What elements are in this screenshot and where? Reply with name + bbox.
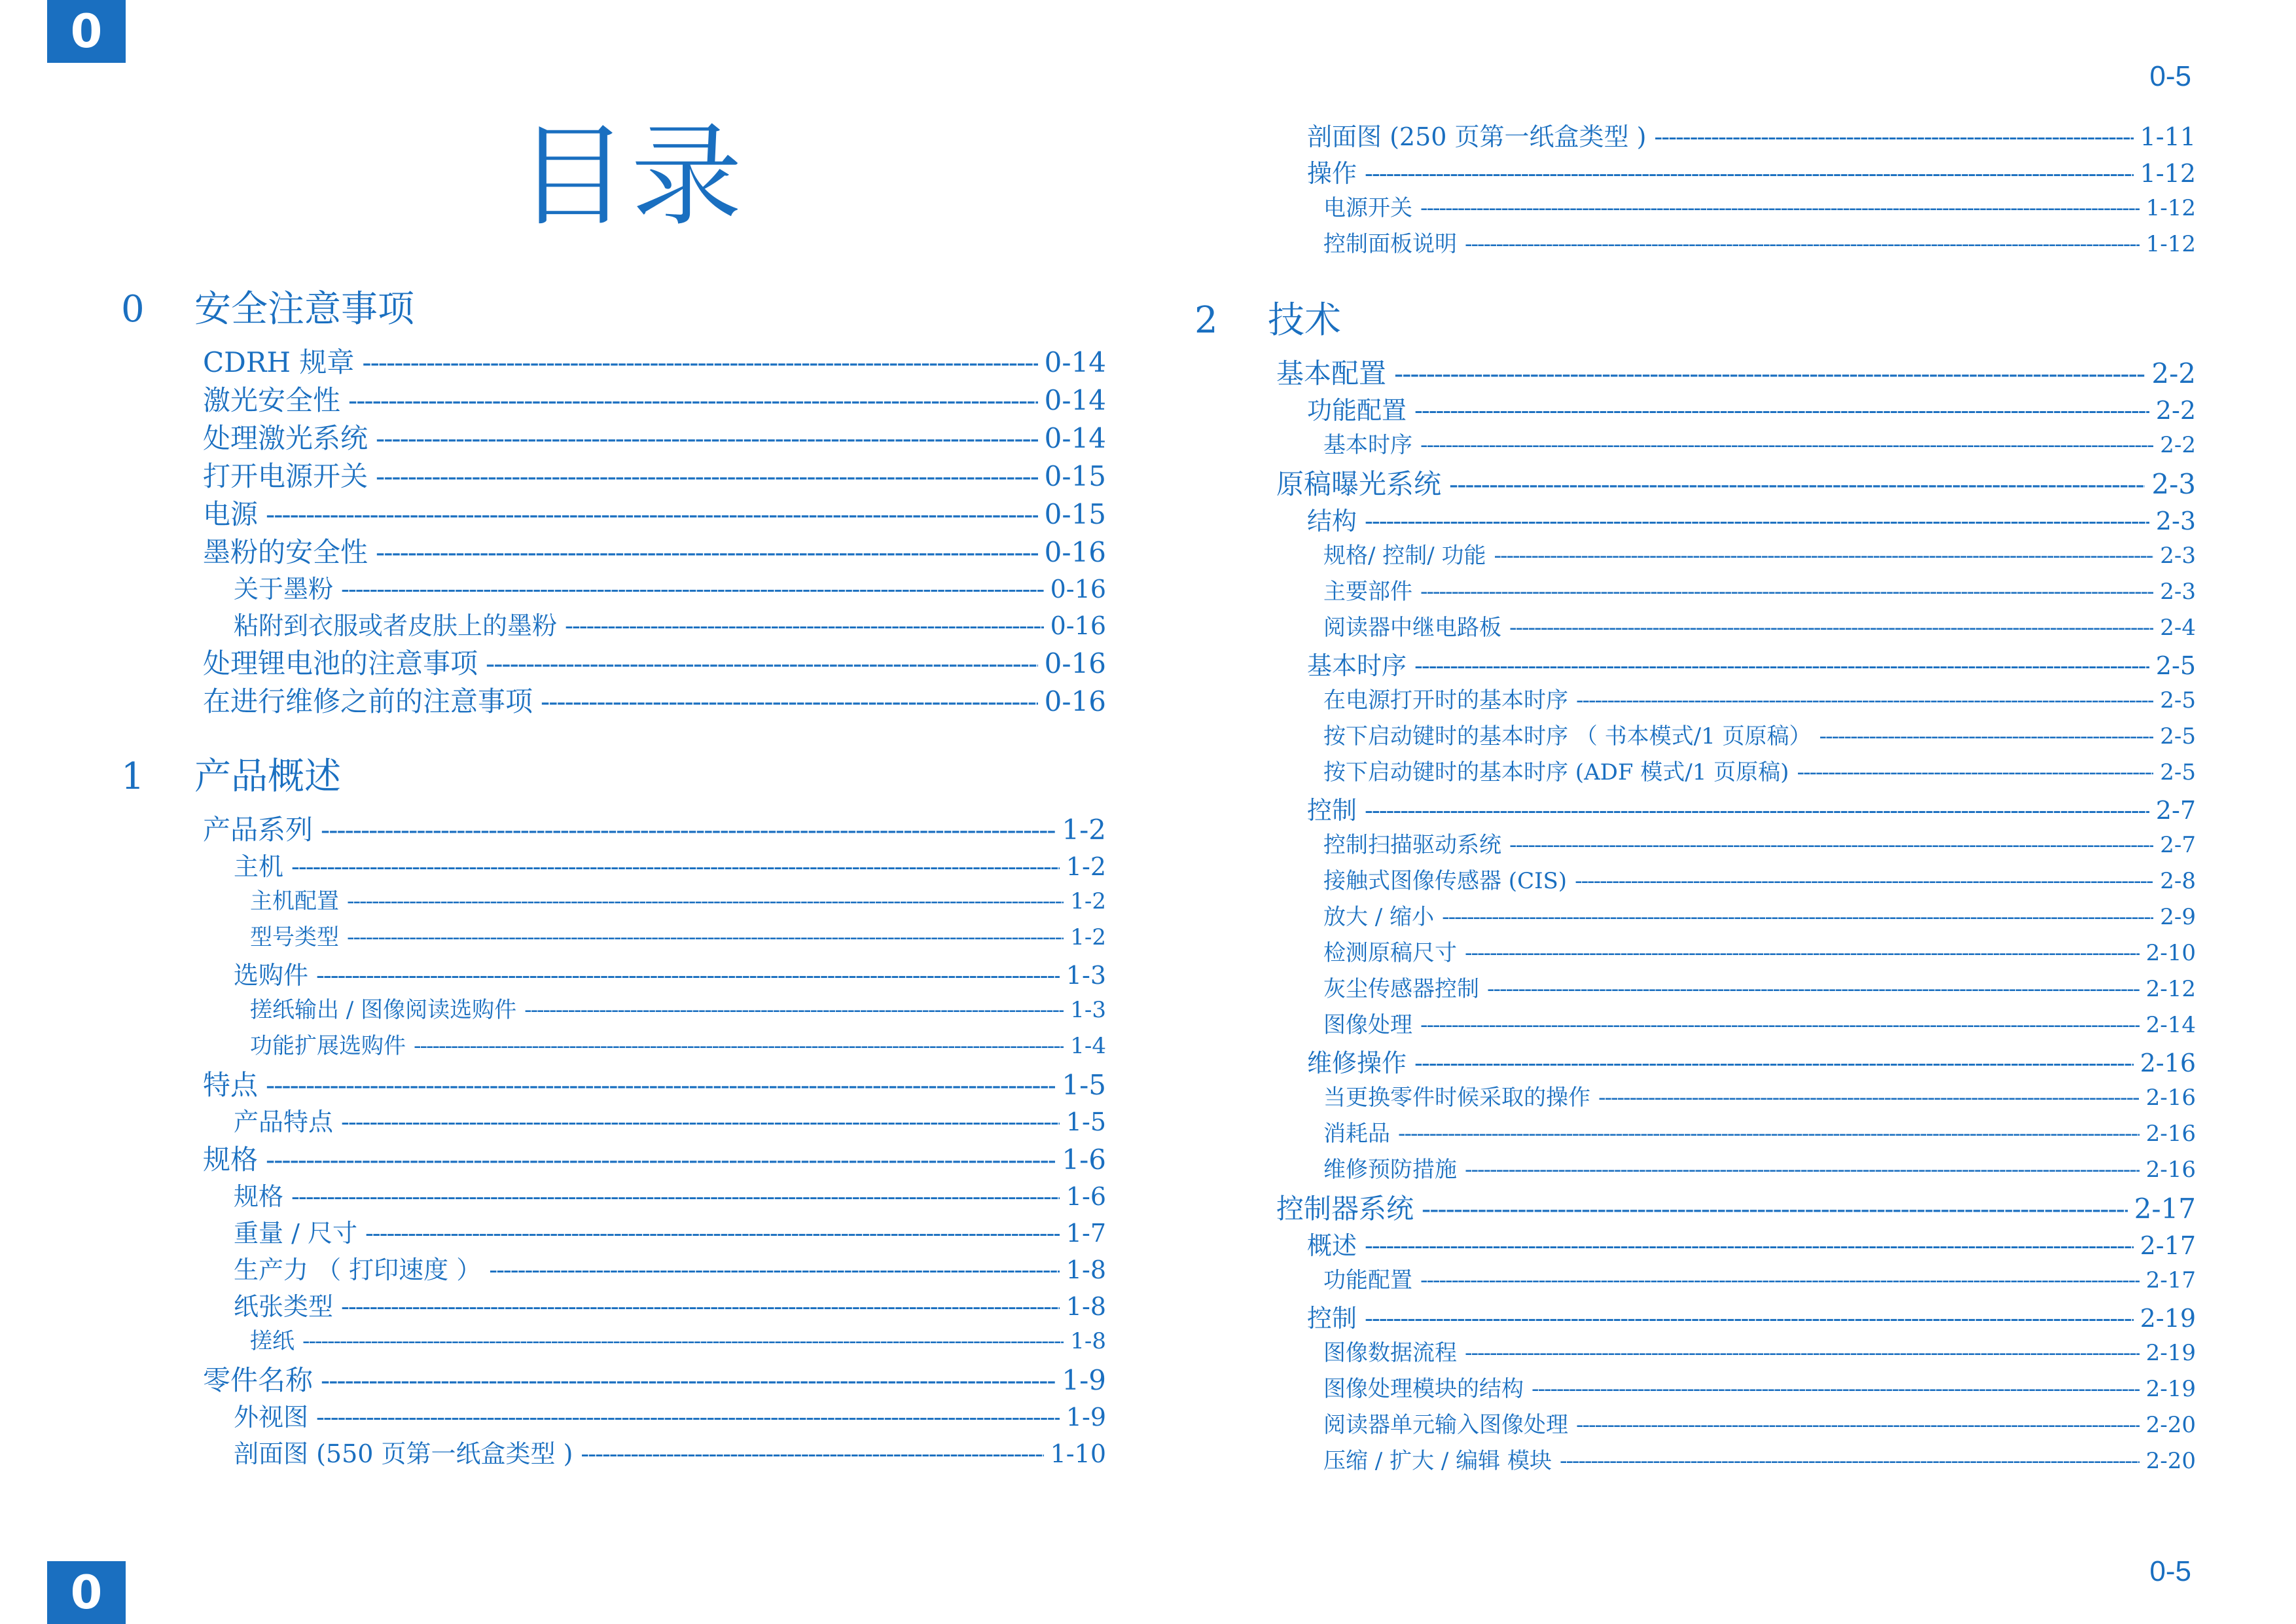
toc-entry-page: 2-2 — [2155, 396, 2196, 425]
toc-entry[interactable] — [1194, 1187, 2196, 1225]
toc-entry[interactable] — [1194, 1225, 2196, 1262]
toc-entry-page: 1-8 — [1066, 1255, 1106, 1284]
toc-entry-label: 接触式图像传感器 (CIS) — [1323, 868, 1568, 894]
toc-entry[interactable] — [121, 1028, 1106, 1064]
dot-leader — [362, 346, 1037, 378]
toc-entry[interactable] — [1194, 1043, 2196, 1079]
toc-entry-label: 处理激光系统 — [203, 422, 368, 454]
section-number: 0 — [121, 288, 145, 331]
toc-entry-label: 处理锂电池的注意事项 — [203, 647, 478, 679]
toc-entry-label: 重量 / 尺寸 — [234, 1219, 357, 1248]
toc-entry-label: 规格 — [234, 1182, 284, 1211]
dot-leader — [376, 536, 1038, 568]
toc-entry-label: 产品特点 — [234, 1108, 334, 1136]
toc-entry-page: 1-2 — [1070, 888, 1106, 914]
toc-entry[interactable] — [121, 642, 1106, 680]
toc-entry-label: 电源 — [203, 498, 259, 530]
toc-entry-label: 主要部件 — [1323, 579, 1412, 605]
dot-leader — [1420, 432, 2153, 458]
toc-entry-page: 0-14 — [1044, 346, 1106, 378]
toc-entry-label: 基本配置 — [1276, 357, 1387, 389]
toc-title: 目录 — [517, 112, 745, 242]
toc-entry-label: 控制 — [1307, 796, 1357, 825]
toc-entry[interactable] — [1194, 537, 2196, 573]
dot-leader — [1465, 1157, 2140, 1183]
section-number: 2 — [1194, 299, 1218, 342]
toc-entry[interactable] — [121, 680, 1106, 718]
dot-leader — [1414, 396, 2149, 425]
toc-entry[interactable] — [1194, 573, 2196, 609]
toc-entry[interactable] — [121, 1434, 1106, 1470]
toc-entry-label: 控制面板说明 — [1323, 231, 1457, 257]
dot-leader — [1414, 651, 2149, 680]
toc-entry-label: 控制 — [1307, 1304, 1357, 1333]
dot-leader — [1576, 1412, 2140, 1438]
toc-entry[interactable] — [1194, 935, 2196, 971]
toc-entry-label: 图像处理 — [1323, 1012, 1412, 1038]
toc-entry-label: 规格/ 控制/ 功能 — [1323, 543, 1486, 569]
toc-entry-label: 粘附到衣服或者皮肤上的墨粉 — [234, 611, 558, 640]
toc-entry-label: 主机 — [234, 852, 284, 881]
toc-entry[interactable] — [1194, 390, 2196, 427]
toc-entry[interactable] — [1194, 827, 2196, 863]
dot-leader — [1465, 231, 2140, 257]
dot-leader — [565, 611, 1044, 640]
dot-leader — [376, 422, 1038, 454]
section-title: 安全注意事项 — [194, 288, 414, 331]
dot-leader — [1575, 868, 2153, 894]
toc-entry-label: 打开电源开关 — [203, 460, 368, 492]
dot-leader — [1398, 1121, 2140, 1147]
toc-entry-page: 2-20 — [2145, 1412, 2196, 1438]
toc-entry-page: 2-16 — [2140, 1049, 2196, 1077]
chapter-tab-bottom: 0 — [47, 1561, 126, 1624]
toc-entry[interactable] — [1194, 1371, 2196, 1407]
section-title: 技术 — [1268, 299, 1341, 342]
toc-entry[interactable] — [1194, 1115, 2196, 1151]
toc-entry-label: 灰尘传感器控制 — [1323, 976, 1479, 1002]
toc-entry-page: 2-20 — [2145, 1448, 2196, 1474]
toc-entry[interactable] — [1194, 153, 2196, 190]
toc-entry-label: 剖面图 (550 页第一纸盒类型 ) — [234, 1439, 573, 1468]
dot-leader — [266, 1069, 1055, 1101]
toc-entry-label: 结构 — [1307, 507, 1357, 535]
toc-entry-page: 2-19 — [2145, 1340, 2196, 1366]
toc-entry[interactable] — [121, 955, 1106, 992]
dot-leader — [1598, 1085, 2140, 1111]
dot-leader — [321, 1364, 1055, 1396]
toc-entry-page: 0-16 — [1044, 685, 1106, 717]
toc-entry-page: 2-17 — [2140, 1231, 2196, 1260]
chapter-tab-top: 0 — [47, 0, 126, 63]
toc-entry-label: 图像数据流程 — [1323, 1340, 1457, 1366]
toc-entry-page: 0-16 — [1050, 575, 1106, 604]
toc-entry[interactable] — [1194, 226, 2196, 262]
toc-entry[interactable] — [121, 1359, 1106, 1397]
toc-entry-label: 在进行维修之前的注意事项 — [203, 685, 533, 717]
toc-entry-page: 2-16 — [2145, 1085, 2196, 1111]
toc-entry-label: 压缩 / 扩大 / 编辑 模块 — [1323, 1448, 1552, 1474]
toc-entry[interactable] — [121, 1286, 1106, 1323]
toc-entry-label: 维修操作 — [1307, 1049, 1407, 1077]
dot-leader — [1420, 1012, 2140, 1038]
toc-entry[interactable] — [121, 531, 1106, 569]
toc-entry[interactable] — [121, 1102, 1106, 1138]
dot-leader — [1509, 615, 2153, 641]
dot-leader — [1449, 468, 2145, 500]
toc-entry-label: 基本时序 — [1307, 651, 1407, 680]
toc-entry[interactable] — [1194, 501, 2196, 537]
toc-entry[interactable] — [121, 883, 1106, 919]
toc-entry-page: 1-5 — [1066, 1108, 1106, 1136]
dot-leader — [1420, 579, 2153, 605]
toc-entry[interactable] — [1194, 971, 2196, 1007]
toc-entry[interactable] — [1194, 1151, 2196, 1187]
toc-entry-page: 2-5 — [2160, 723, 2196, 749]
dot-leader — [1509, 832, 2153, 858]
toc-entry-page: 1-3 — [1066, 961, 1106, 990]
toc-entry-page: 2-16 — [2145, 1157, 2196, 1183]
toc-entry-page: 1-6 — [1066, 1182, 1106, 1211]
toc-entry-page: 2-7 — [2160, 832, 2196, 858]
toc-entry[interactable] — [121, 846, 1106, 883]
toc-entry[interactable] — [121, 341, 1106, 379]
toc-entry-page: 2-5 — [2155, 651, 2196, 680]
toc-entry-label: 按下启动键时的基本时序 (ADF 模式/1 页原稿) — [1323, 759, 1789, 785]
dot-leader — [1365, 796, 2149, 825]
toc-entry[interactable] — [121, 569, 1106, 605]
toc-entry-page: 1-4 — [1070, 1033, 1106, 1059]
dot-leader — [1465, 940, 2140, 966]
toc-entry[interactable] — [121, 808, 1106, 846]
toc-entry-page: 2-14 — [2145, 1012, 2196, 1038]
toc-entry[interactable] — [121, 605, 1106, 642]
toc-entry[interactable] — [121, 417, 1106, 455]
dot-leader — [1365, 159, 2134, 188]
toc-entry-label: 特点 — [203, 1069, 259, 1101]
dot-leader — [347, 924, 1064, 950]
dot-leader — [347, 888, 1064, 914]
toc-entry-page: 0-14 — [1044, 422, 1106, 454]
dot-leader — [1365, 1304, 2134, 1333]
toc-entry-page: 1-2 — [1062, 814, 1106, 846]
toc-entry[interactable] — [1194, 427, 2196, 463]
toc-left-column — [121, 288, 1106, 1470]
dot-leader — [414, 1033, 1064, 1059]
toc-entry[interactable] — [121, 1250, 1106, 1286]
dot-leader — [266, 1144, 1055, 1176]
section-title: 产品概述 — [194, 755, 341, 798]
toc-entry-label: 功能配置 — [1307, 396, 1407, 425]
toc-entry-page: 1-9 — [1066, 1403, 1106, 1432]
toc-entry-label: 生产力 （ 打印速度 ） — [234, 1255, 482, 1284]
toc-entry-page: 2-12 — [2145, 976, 2196, 1002]
toc-entry-label: 主机配置 — [250, 888, 339, 914]
toc-entry-page: 2-3 — [2160, 579, 2196, 605]
toc-entry-page: 2-19 — [2140, 1304, 2196, 1333]
toc-entry-label: 原稿曝光系统 — [1276, 468, 1442, 500]
toc-entry-label: 操作 — [1307, 159, 1357, 188]
dot-leader — [376, 460, 1038, 492]
toc-entry-label: 零件名称 — [203, 1364, 314, 1396]
page-number-bottom: 0-5 — [2149, 1555, 2191, 1587]
toc-entry[interactable] — [121, 1064, 1106, 1102]
toc-entry-label: 阅读器中继电路板 — [1323, 615, 1501, 641]
toc-entry-label: CDRH 规章 — [203, 346, 355, 378]
toc-entry-label: 墨粉的安全性 — [203, 536, 368, 568]
toc-entry-label: 剖面图 (250 页第一纸盒类型 ) — [1307, 122, 1647, 151]
toc-entry[interactable] — [1194, 1443, 2196, 1479]
toc-entry-page: 0-15 — [1044, 460, 1106, 492]
toc-entry-label: 产品系列 — [203, 814, 314, 846]
toc-entry-page: 0-14 — [1044, 384, 1106, 416]
toc-entry[interactable] — [121, 919, 1106, 955]
toc-entry-page: 2-5 — [2160, 759, 2196, 785]
toc-entry-page: 1-8 — [1070, 1328, 1106, 1354]
toc-entry[interactable] — [1194, 1298, 2196, 1335]
toc-entry-page: 2-8 — [2160, 868, 2196, 894]
toc-entry-page: 2-5 — [2160, 687, 2196, 713]
toc-entry-label: 基本时序 — [1323, 432, 1412, 458]
toc-entry[interactable] — [121, 992, 1106, 1028]
dot-leader — [1365, 1231, 2134, 1260]
toc-entry-page: 2-4 — [2160, 615, 2196, 641]
toc-entry-page: 1-10 — [1050, 1439, 1106, 1468]
toc-entry[interactable] — [121, 1176, 1106, 1213]
toc-entry[interactable] — [121, 379, 1106, 417]
toc-entry[interactable] — [1194, 899, 2196, 935]
toc-entry[interactable] — [1194, 463, 2196, 501]
dot-leader — [365, 1219, 1060, 1248]
toc-entry-page: 0-16 — [1050, 611, 1106, 640]
toc-entry-label: 检测原稿尺寸 — [1323, 940, 1457, 966]
toc-entry-label: 维修预防措施 — [1323, 1157, 1457, 1183]
toc-entry-page: 1-9 — [1062, 1364, 1106, 1396]
toc-entry-label: 按下启动键时的基本时序 （ 书本模式/1 页原稿） — [1323, 723, 1812, 749]
dot-leader — [1654, 122, 2133, 151]
dot-leader — [1394, 357, 2145, 389]
toc-entry-label: 当更换零件时候采取的操作 — [1323, 1085, 1590, 1111]
toc-entry-label: 搓纸输出 / 图像阅读选购件 — [250, 997, 517, 1023]
toc-entry-label: 搓纸 — [250, 1328, 295, 1354]
toc-entry[interactable] — [121, 455, 1106, 493]
toc-entry-label: 在电源打开时的基本时序 — [1323, 687, 1568, 713]
toc-entry[interactable] — [1194, 1407, 2196, 1443]
toc-entry-label: 选购件 — [234, 961, 309, 990]
dot-leader — [1494, 543, 2154, 569]
toc-entry-page: 2-17 — [2145, 1267, 2196, 1293]
toc-entry-label: 消耗品 — [1323, 1121, 1390, 1147]
toc-entry[interactable] — [1194, 645, 2196, 682]
dot-leader — [1820, 723, 2154, 749]
toc-entry-label: 概述 — [1307, 1231, 1357, 1260]
dot-leader — [1414, 1049, 2134, 1077]
toc-entry-page: 2-7 — [2155, 796, 2196, 825]
toc-entry-label: 阅读器单元输入图像处理 — [1323, 1412, 1568, 1438]
dot-leader — [1465, 1340, 2140, 1366]
dot-leader — [341, 1292, 1060, 1321]
toc-entry-page: 2-17 — [2134, 1193, 2196, 1225]
toc-entry-page: 1-12 — [2145, 195, 2196, 221]
dot-leader — [1560, 1448, 2140, 1474]
toc-entry-page: 2-9 — [2160, 904, 2196, 930]
dot-leader — [341, 1108, 1060, 1136]
toc-entry-page: 0-16 — [1044, 536, 1106, 568]
toc-entry[interactable] — [1194, 682, 2196, 718]
toc-entry[interactable] — [121, 1397, 1106, 1434]
toc-entry-label: 功能配置 — [1323, 1267, 1412, 1293]
toc-entry-page: 1-5 — [1062, 1069, 1106, 1101]
toc-entry-page: 1-8 — [1066, 1292, 1106, 1321]
dot-leader — [316, 961, 1060, 990]
toc-entry-page: 2-19 — [2145, 1376, 2196, 1402]
toc-entry-label: 功能扩展选购件 — [250, 1033, 406, 1059]
toc-entry-label: 规格 — [203, 1144, 259, 1176]
toc-entry-page: 1-2 — [1070, 924, 1106, 950]
toc-entry-page: 2-3 — [2160, 543, 2196, 569]
toc-entry-page: 2-2 — [2151, 357, 2196, 389]
dot-leader — [581, 1439, 1043, 1468]
toc-entry-page: 2-10 — [2145, 940, 2196, 966]
dot-leader — [1420, 195, 2140, 221]
toc-entry[interactable] — [1194, 190, 2196, 226]
toc-entry-page: 0-15 — [1044, 498, 1106, 530]
toc-right-column — [1194, 117, 2196, 1479]
toc-entry-label: 型号类型 — [250, 924, 339, 950]
toc-entry[interactable] — [1194, 1335, 2196, 1371]
toc-entry[interactable] — [121, 1323, 1106, 1359]
dot-leader — [524, 997, 1064, 1023]
toc-entry-label: 放大 / 缩小 — [1323, 904, 1435, 930]
toc-entry-page: 2-16 — [2145, 1121, 2196, 1147]
dot-leader — [291, 852, 1060, 881]
toc-entry-label: 关于墨粉 — [234, 575, 334, 604]
dot-leader — [1797, 759, 2153, 785]
toc-entry[interactable] — [1194, 352, 2196, 390]
dot-leader — [541, 685, 1038, 717]
section-heading — [121, 288, 1106, 331]
toc-entry-page: 2-2 — [2160, 432, 2196, 458]
toc-entry-page: 1-2 — [1066, 852, 1106, 881]
page-number-top: 0-5 — [2149, 60, 2191, 92]
dot-leader — [291, 1182, 1060, 1211]
toc-entry-page: 2-3 — [2151, 468, 2196, 500]
toc-entry[interactable] — [121, 1213, 1106, 1250]
toc-entry[interactable] — [1194, 790, 2196, 827]
toc-entry[interactable] — [1194, 718, 2196, 754]
toc-entry-label: 图像处理模块的结构 — [1323, 1376, 1524, 1402]
toc-entry-label: 激光安全性 — [203, 384, 341, 416]
toc-entry[interactable] — [1194, 1262, 2196, 1298]
section-heading — [121, 755, 1106, 798]
toc-entry-label: 外视图 — [234, 1403, 309, 1432]
toc-entry[interactable] — [1194, 609, 2196, 645]
toc-entry-page: 1-6 — [1062, 1144, 1106, 1176]
dot-leader — [1487, 976, 2140, 1002]
dot-leader — [1442, 904, 2153, 930]
toc-entry-label: 电源开关 — [1323, 195, 1412, 221]
toc-entry-page: 2-3 — [2155, 507, 2196, 535]
dot-leader — [1365, 507, 2149, 535]
toc-entry[interactable] — [1194, 863, 2196, 899]
toc-entry-label: 纸张类型 — [234, 1292, 334, 1321]
toc-entry[interactable] — [1194, 1007, 2196, 1043]
toc-entry-label: 控制扫描驱动系统 — [1323, 832, 1501, 858]
section-heading — [1194, 299, 2196, 342]
toc-entry-page: 1-7 — [1066, 1219, 1106, 1248]
dot-leader — [266, 498, 1038, 530]
dot-leader — [302, 1328, 1064, 1354]
dot-leader — [1532, 1376, 2140, 1402]
toc-entry[interactable] — [121, 1138, 1106, 1176]
dot-leader — [1420, 1267, 2140, 1293]
dot-leader — [486, 647, 1038, 679]
toc-entry-label: 控制器系统 — [1276, 1193, 1414, 1225]
dot-leader — [348, 384, 1038, 416]
toc-entry-page: 1-11 — [2140, 122, 2196, 151]
toc-entry-page: 1-3 — [1070, 997, 1106, 1023]
dot-leader — [316, 1403, 1060, 1432]
toc-entry[interactable] — [121, 493, 1106, 531]
dot-leader — [321, 814, 1055, 846]
toc-entry[interactable] — [1194, 1079, 2196, 1115]
dot-leader — [1422, 1193, 2128, 1225]
dot-leader — [489, 1255, 1060, 1284]
dot-leader — [341, 575, 1044, 604]
toc-entry-page: 1-12 — [2145, 231, 2196, 257]
section-number: 1 — [121, 755, 145, 798]
toc-entry[interactable] — [1194, 754, 2196, 790]
toc-entry[interactable] — [1194, 117, 2196, 153]
toc-entry-page: 0-16 — [1044, 647, 1106, 679]
toc-entry-page: 1-12 — [2140, 159, 2196, 188]
dot-leader — [1576, 687, 2153, 713]
